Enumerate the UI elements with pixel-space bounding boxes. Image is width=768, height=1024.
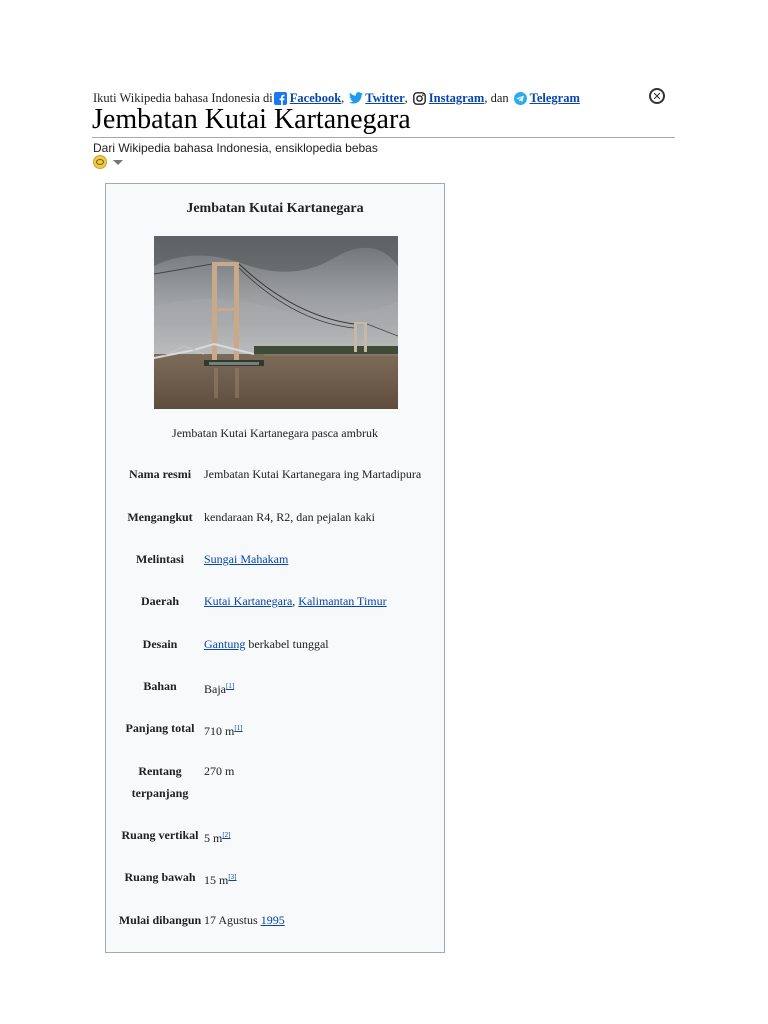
- title-divider: [92, 137, 675, 138]
- photo-caption: Jembatan Kutai Kartanegara pasca ambruk: [172, 426, 378, 440]
- telegram-icon[interactable]: [514, 91, 528, 105]
- row-value: 15 m: [204, 873, 229, 887]
- row-label: Ruang vertikal: [121, 828, 199, 842]
- gantung-link[interactable]: Gantung: [204, 637, 246, 651]
- bridge-photo-illustration: [154, 236, 398, 409]
- telegram-link[interactable]: Telegram: [529, 90, 580, 105]
- row-label: [116, 760, 204, 804]
- instagram-link[interactable]: Instagram: [428, 90, 485, 105]
- reference-link[interactable]: [3]: [228, 873, 237, 881]
- facebook-link[interactable]: Facebook: [289, 90, 342, 105]
- row-value: 5 m: [204, 831, 223, 845]
- twitter-link[interactable]: Twitter: [365, 90, 405, 105]
- reference-link[interactable]: [1]: [234, 724, 243, 732]
- row-separator: ,: [292, 594, 299, 608]
- row-value: 710 m: [204, 724, 235, 738]
- banner-prefix: Ikuti Wikipedia bahasa Indonesia di: [93, 90, 273, 105]
- page-subtitle: Dari Wikipedia bahasa Indonesia, ensiklopedia bebas: [93, 141, 378, 155]
- row-label: Nama resmi: [128, 467, 192, 481]
- row-label: Melintasi: [136, 552, 184, 566]
- banner-comma: ,: [341, 90, 345, 105]
- row-label: Panjang total: [125, 721, 195, 735]
- infobox: [105, 183, 445, 953]
- banner-dan: , dan: [484, 90, 509, 105]
- twitter-icon[interactable]: [349, 91, 363, 105]
- reference-link[interactable]: [1]: [226, 682, 235, 690]
- bridge-photo[interactable]: [154, 236, 398, 409]
- language-icon[interactable]: [93, 155, 107, 169]
- kutai-kartanegara-link[interactable]: Kutai Kartanegara: [204, 594, 293, 608]
- year-1995-link[interactable]: 1995: [260, 913, 285, 927]
- chevron-down-icon[interactable]: [113, 160, 123, 165]
- row-label-line2: terpanjang: [131, 786, 189, 800]
- row-value: berkabel tunggal: [245, 637, 329, 651]
- row-value: Jembatan Kutai Kartanegara ing Martadipura: [204, 467, 422, 481]
- kalimantan-timur-link[interactable]: Kalimantan Timur: [298, 594, 387, 608]
- page-title: Jembatan Kutai Kartanegara: [92, 104, 411, 135]
- row-label: Mulai dibangun: [118, 913, 202, 927]
- instagram-icon[interactable]: [413, 91, 427, 105]
- row-value: Baja: [204, 682, 226, 696]
- close-icon[interactable]: ✕: [649, 88, 665, 104]
- row-label: Ruang bawah: [124, 870, 196, 884]
- row-value: 17 Agustus: [204, 913, 261, 927]
- row-label: Mengangkut: [127, 510, 193, 524]
- reference-link[interactable]: [2]: [222, 831, 231, 839]
- infobox-caption: Jembatan Kutai Kartanegara: [186, 201, 364, 216]
- row-label: Desain: [142, 637, 178, 651]
- banner-comma: ,: [404, 90, 408, 105]
- sungai-mahakam-link[interactable]: Sungai Mahakam: [204, 552, 289, 566]
- facebook-icon[interactable]: [274, 91, 288, 105]
- row-value: 270 m: [204, 764, 235, 778]
- row-label-line1: Rentang: [138, 764, 182, 778]
- row-value: kendaraan R4, R2, dan pejalan kaki: [204, 510, 375, 524]
- row-label: Daerah: [141, 594, 179, 608]
- row-label: Bahan: [143, 679, 177, 693]
